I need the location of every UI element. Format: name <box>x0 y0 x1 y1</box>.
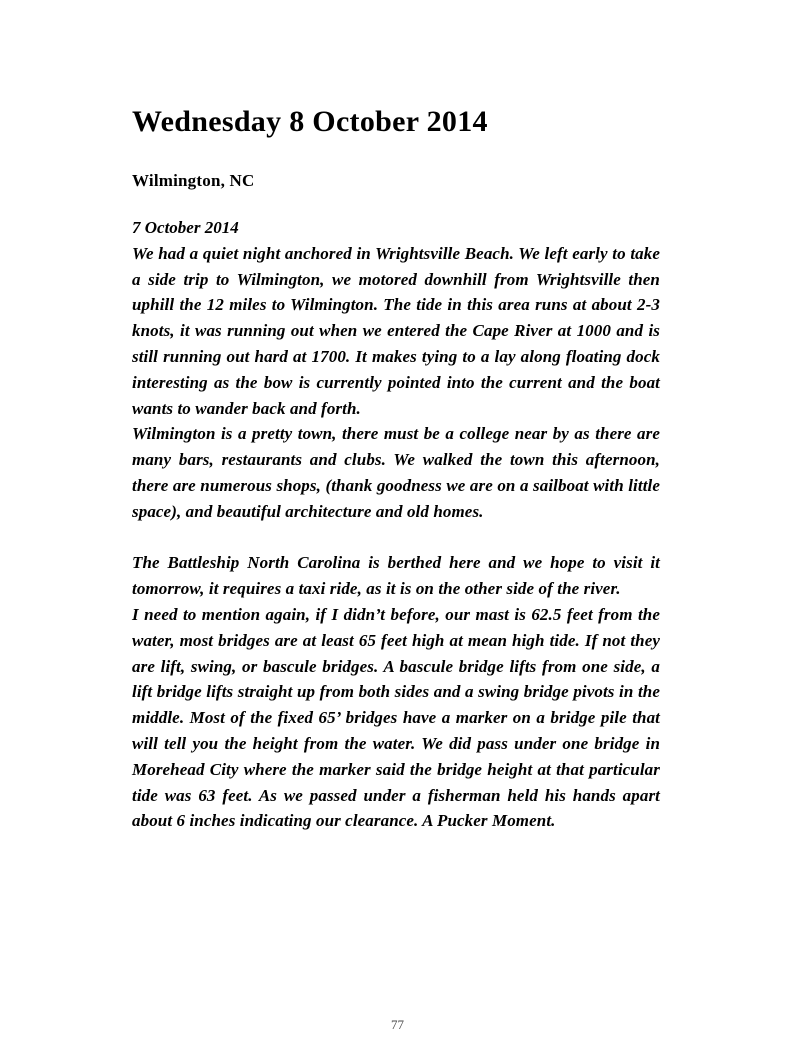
paragraph-battleship: The Battleship North Carolina is berthed here and we hope to visit it tomorrow, it requires a taxi ride, as it is on the other side of the river. <box>132 553 660 599</box>
location-heading: Wilmington, NC <box>132 171 255 190</box>
page-number: 77 <box>391 1017 404 1032</box>
entry-date: 7 October 2014 <box>132 218 239 237</box>
paragraph-quiet-night: We had a quiet night anchored in Wrightsville Beach. We left early to take a side trip to Wilmington, we motored downhill from Wrightsville then uphill the 12 miles to Wilmington. The tide in this area runs at about 2-3 knots, it was running out when we entered the Cape River at 1000 and is still running out hard at 1700. It makes tying to a lay along floating dock interesting as the bow is currently pointed into the current and the boat wants to wander back and forth. <box>132 243 660 418</box>
paragraph-spacer <box>132 525 660 551</box>
paragraph-pretty-town: Wilmington is a pretty town, there must be a college near by as there are many bars, restaurants and clubs. We walked the town this afternoon, there are numerous shops, (thank goodness we are on a sailboat with little space), and beautiful architecture and old homes. <box>132 424 660 521</box>
page-title: Wednesday 8 October 2014 <box>132 105 488 138</box>
paragraph-bridges: I need to mention again, if I didn’t before, our mast is 62.5 feet from the water, most bridges are at least 65 feet high at mean high tide. If not they are lift, swing, or bascule bridges. A bascule bridge lifts from one side, a lift bridge lifts straight up from both sides and a swing bridge pivots in the middle. Most of the fixed 65’ bridges have a marker on a bridge pile that will tell you the height from the water. We did pass under one bridge in Morehead City where the marker said the bridge height at that particular tide was 63 feet. As we passed under a fisherman held his hands apart about 6 inches indicating our clearance. A Pucker Moment. <box>132 604 660 831</box>
